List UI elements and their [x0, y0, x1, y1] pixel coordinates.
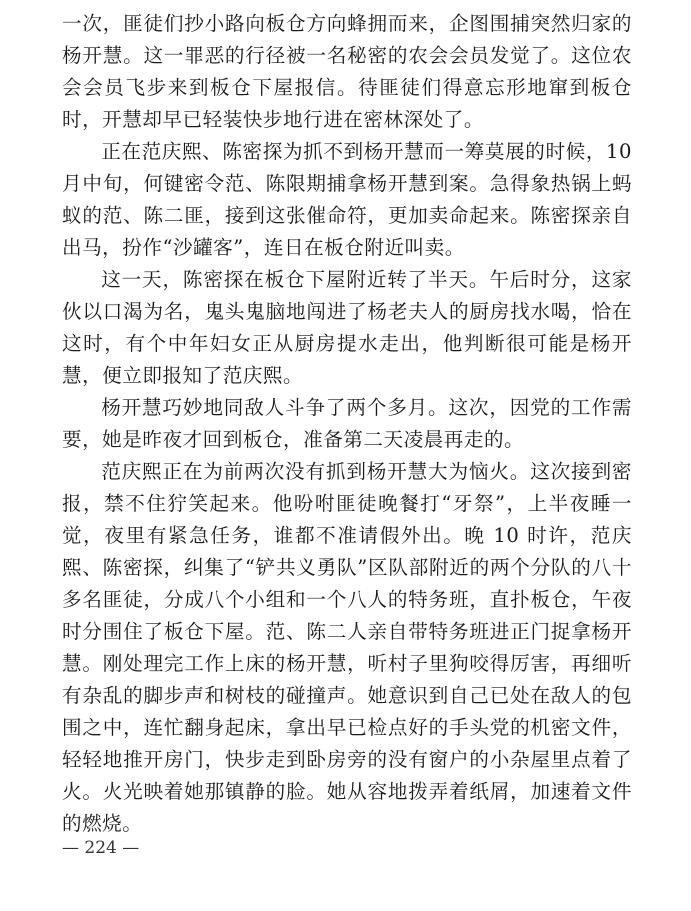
paragraph-3: 这一天，陈密探在板仓下屋附近转了半天。午后时分，这家伙以口渴为名，鬼头鬼脑地闯进了杨老夫人的厨房找水喝，恰在这时，有个中年妇女正从厨房提水走出，他判断很可能是杨开慧，便立即报知了范庆熙。 [62, 268, 632, 387]
page-number: — 224 — [62, 838, 140, 858]
paragraph-4: 杨开慧巧妙地同敌人斗争了两个多月。这次，因党的工作需要，她是昨夜才回到板仓，准备第二天凌晨再走的。 [62, 396, 632, 451]
paragraph-1: 一次，匪徒们抄小路向板仓方向蜂拥而来，企图围捕突然归家的杨开慧。这一罪恶的行径被一名秘密的农会会员发觉了。这位农会会员飞步来到板仓下屋报信。待匪徒们得意忘形地窜到板仓时，开慧却早已轻装快步地行进在密林深处了。 [62, 12, 632, 131]
paragraph-2: 正在范庆熙、陈密探为抓不到杨开慧而一筹莫展的时候，10 月中旬，何键密令范、陈限期捕拿杨开慧到案。急得象热锅上蚂蚁的范、陈二匪，接到这张催命符，更加卖命起来。陈密探亲自出马，扮作“沙罐客”，连日在板仓附近叫卖。 [62, 140, 632, 259]
paragraph-5: 范庆熙正在为前两次没有抓到杨开慧大为恼火。这次接到密报，禁不住狞笑起来。他吩咐匪徒晚餐打“牙祭”，上半夜睡一觉，夜里有紧急任务，谁都不准请假外出。晚 10 时许，范庆熙、陈密探，纠集了“铲共义勇队”区队部附近的两个分队的八十多名匪徒，分成八个小组和一个八人的特务班，直扑板仓，午夜时分围住了板仓下屋。范、陈二人亲自带特务班进正门捉拿杨开慧。刚处理完工作上床的杨开慧，听村子里狗咬得厉害，再细听有杂乱的脚步声和树枝的碰撞声。她意识到自己已处在敌人的包围之中，连忙翻身起床，拿出早已检点好的手头党的机密文件，轻轻地推开房门，快步走到卧房旁的没有窗户的小杂屋里点着了火。火光映着她那镇静的脸。她从容地拨弄着纸屑，加速着文件的燃烧。 [62, 460, 632, 835]
page-body [62, 8, 632, 840]
